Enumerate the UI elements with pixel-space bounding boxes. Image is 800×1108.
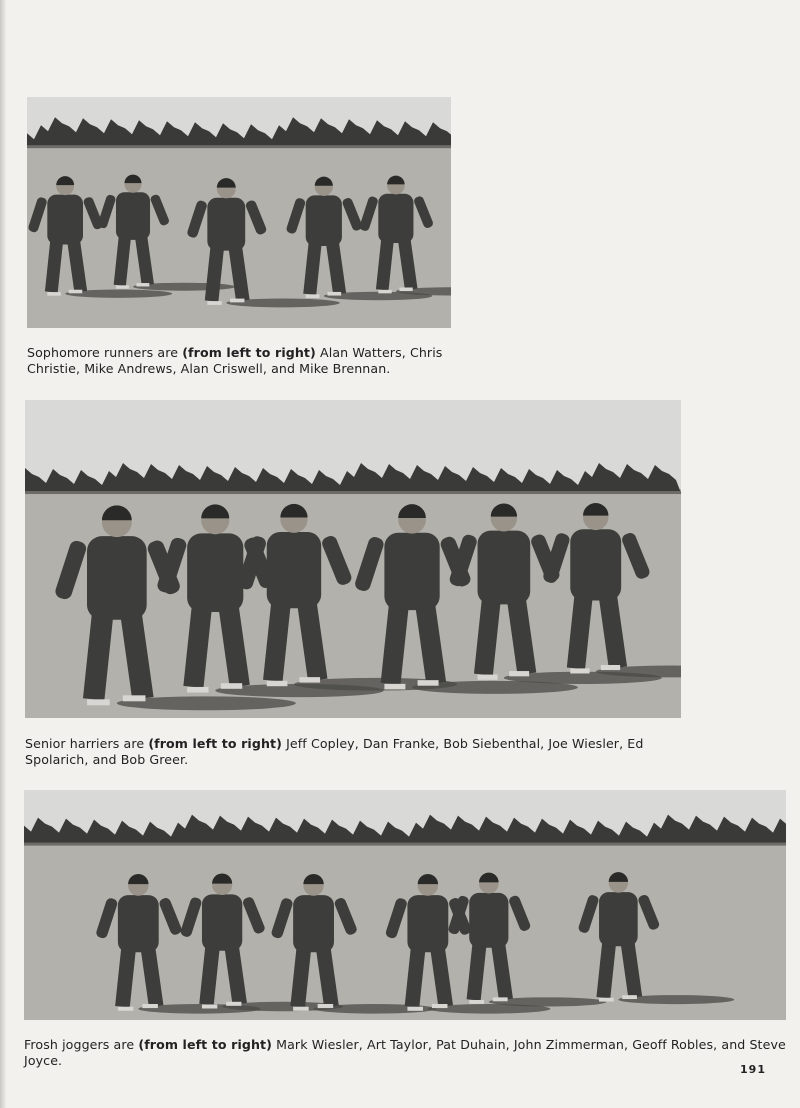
senior-harriers-photo [25,400,681,718]
senior-caption [25,736,705,768]
caption-names: Mark Wiesler, Art Taylor, Pat Duhain, John Zimmerman, Geoff Robles, and Steve Joyce. [24,1037,786,1068]
caption-names: Alan Watters, Chris Christie, Mike Andrews, Alan Criswell, and Mike Brennan. [27,345,443,376]
caption-lead: Sophomore runners are [27,345,179,360]
fence [24,843,786,846]
photo-image [25,400,681,718]
photo-image [24,790,786,1020]
caption-emphasis: (from left to right) [138,1037,273,1052]
frosh-joggers-photo [24,790,786,1020]
fence [27,145,451,148]
sophomore-caption [27,345,467,377]
photo-image [27,97,451,328]
fence [25,491,681,494]
caption-emphasis: (from left to right) [182,345,316,360]
caption-lead: Frosh joggers are [24,1037,135,1052]
page-binding-edge [0,0,6,1108]
frosh-caption [24,1037,789,1069]
sophomore-runners-photo [27,97,451,328]
caption-emphasis: (from left to right) [148,736,282,751]
caption-lead: Senior harriers are [25,736,145,751]
page-number: 191 [740,1063,766,1076]
caption-names: Jeff Copley, Dan Franke, Bob Siebenthal, Joe Wiesler, Ed Spolarich, and Bob Greer. [25,736,644,767]
